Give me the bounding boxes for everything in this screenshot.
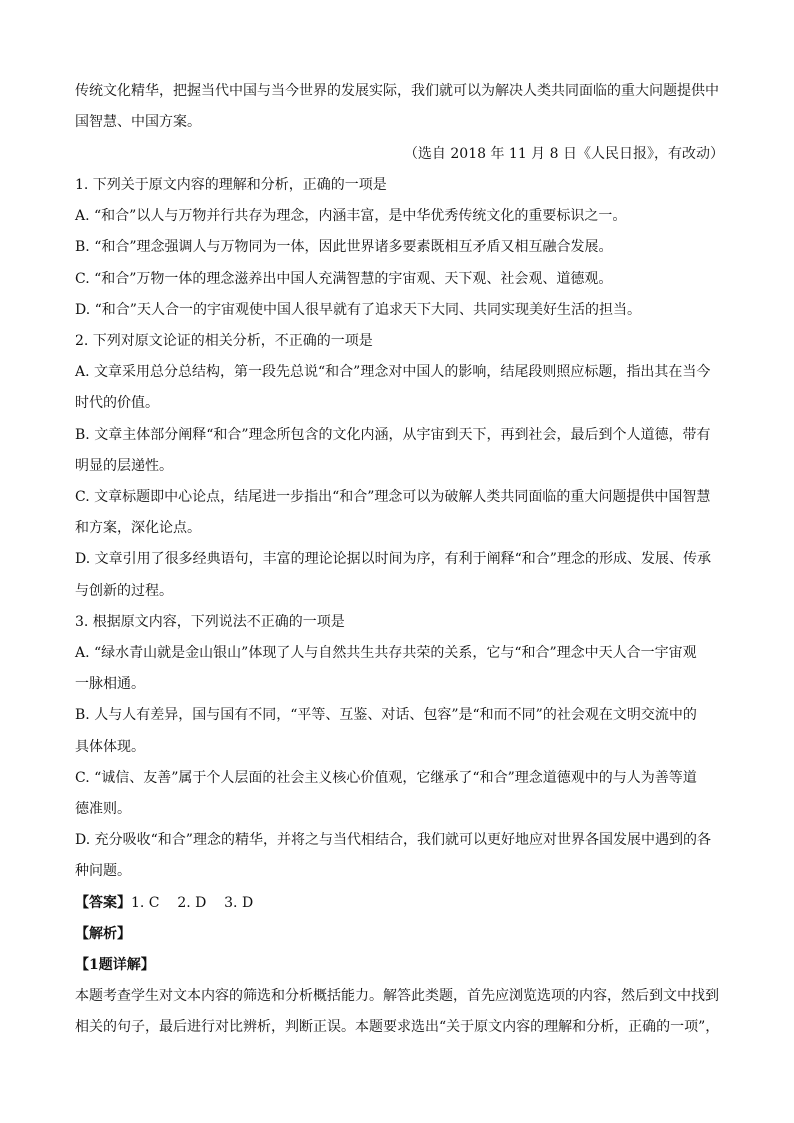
question-3-option-b-line-2: 具体体现。 [75,739,145,755]
question-2-option-a-line-1: A. 文章采用总分总结构，第一段先总说“和合”理念对中国人的影响，结尾段则照应标题，指出其在当今 [75,364,711,380]
question-3-option-d-line-1: D. 充分吸收“和合”理念的精华，并将之与当代相结合，我们就可以更好地应对世界各国发展中遇到的各 [75,832,711,848]
analysis-paragraph-1-line-1: 本题考查学生对文本内容的筛选和分析概括能力。解答此类题，首先应浏览选项的内容，然后到文中找到 [75,988,719,1004]
intro-line-1: 传统文化精华，把握当代中国与当今世界的发展实际，我们就可以为解决人类共同面临的重大问题提供中 [75,83,719,99]
answer-label: 【答案】 [75,895,131,911]
question-2-option-d-line-1: D. 文章引用了很多经典语句，丰富的理论论据以时间为序，有利于阐释“和合”理念的形成、发展、传承 [75,551,711,567]
question-3-option-a-line-2: 一脉相通。 [75,676,145,692]
question-2-option-b-line-2: 明显的层递性。 [75,458,173,474]
question-3-stem: 3. 根据原文内容，下列说法不正确的一项是 [75,614,345,630]
analysis-heading: 【解析】 [75,926,131,942]
answer-values: 1. C 2. D 3. D [131,895,254,911]
question-1-stem: 1. 下列关于原文内容的理解和分析，正确的一项是 [75,177,387,193]
answer-line [75,894,725,912]
question-1-option-d: D. “和合”天人合一的宇宙观使中国人很早就有了追求天下大同、共同实现美好生活的担当。 [75,302,641,318]
question-1-option-b: B. “和合”理念强调人与万物同为一体，因此世界诸多要素既相互矛盾又相互融合发展。 [75,239,613,255]
intro-line-2: 国智慧、中国方案。 [75,114,201,130]
question-2-option-c-line-2: 和方案，深化论点。 [75,520,201,536]
question-2-stem: 2. 下列对原文论证的相关分析，不正确的一项是 [75,333,373,349]
question-1-option-c: C. “和合”万物一体的理念滋养出中国人充满智慧的宇宙观、天下观、社会观、道德观。 [75,271,613,287]
question-3-option-a-line-1: A. “绿水青山就是金山银山”体现了人与自然共生共存共荣的关系，它与“和合”理念中天人合一宇宙观 [75,645,697,661]
question-3-option-b-line-1: B. 人与人有差异，国与国有不同，“平等、互鉴、对话、包容”是“和而不同”的社会观在文明交流中的 [75,707,697,723]
analysis-subheading-1: 【1题详解】 [75,957,155,973]
question-2-option-b-line-1: B. 文章主体部分阐释“和合”理念所包含的文化内涵，从宇宙到天下，再到社会，最后到个人道德，带有 [75,427,711,443]
source-citation: （选自 2018 年 11 月 8 日《人民日报》，有改动） [403,146,724,162]
question-3-option-c-line-1: C. “诚信、友善”属于个人层面的社会主义核心价值观，它继承了“和合”理念道德观中的与人为善等道 [75,770,697,786]
question-3-option-d-line-2: 种问题。 [75,863,131,879]
question-2-option-c-line-1: C. 文章标题即中心论点，结尾进一步指出“和合”理念可以为破解人类共同面临的重大问题提供中国智慧 [75,489,711,505]
question-2-option-d-line-2: 与创新的过程。 [75,583,173,599]
question-1-option-a: A. “和合”以人与万物并行共存为理念，内涵丰富，是中华优秀传统文化的重要标识之一。 [75,208,627,224]
question-3-option-c-line-2: 德准则。 [75,801,131,817]
analysis-paragraph-1-line-2: 相关的句子，最后进行对比辨析，判断正误。本题要求选出“关于原文内容的理解和分析，正确的一项”， [75,1019,720,1035]
question-2-option-a-line-2: 时代的价值。 [75,395,159,411]
